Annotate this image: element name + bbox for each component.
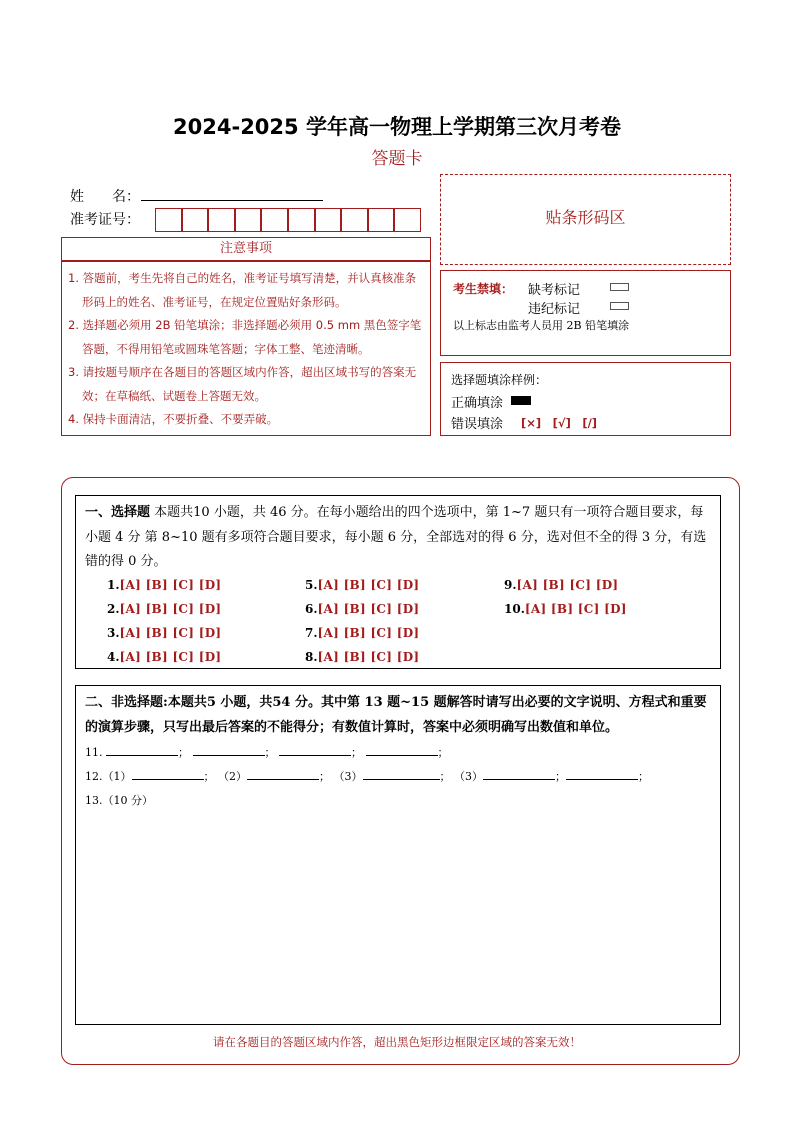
question-8[interactable]: 8.[A] [B] [C] [D]: [305, 650, 420, 664]
absent-mark-label: 缺考标记: [528, 283, 581, 298]
question-13-label: 13.（10 分）: [85, 794, 153, 807]
answer-options[interactable]: [A] [B] [C] [D]: [317, 626, 420, 640]
notice-item: 4. 保持卡面清洁，不要折叠、不要弄破。: [68, 412, 279, 426]
notice-item: 3. 请按题号顺序在各题目的答题区域内作答，超出区域书写的答案无效；在草稿纸、试题卷上答题无效。: [68, 365, 417, 403]
name-field[interactable]: [141, 200, 323, 201]
section-2-instructions: [76, 686, 720, 740]
question-4[interactable]: 4.[A] [B] [C] [D]: [107, 650, 222, 664]
answer-blank[interactable]: [247, 779, 319, 780]
answer-options[interactable]: [A] [B] [C] [D]: [317, 650, 420, 664]
fill-sample-label: 选择题填涂样例：: [451, 373, 548, 387]
answer-options[interactable]: [A] [B] [C] [D]: [317, 602, 420, 616]
question-9[interactable]: 9.[A] [B] [C] [D]: [504, 578, 619, 592]
absent-mark-box[interactable]: [610, 283, 629, 291]
section-multiple-choice: [75, 495, 721, 669]
exam-id-digit-box[interactable]: [315, 208, 342, 232]
section-1-heading: 一、选择题: [85, 505, 151, 520]
answer-options[interactable]: [A] [B] [C] [D]: [317, 578, 420, 592]
question-10[interactable]: 10.[A] [B] [C] [D]: [504, 602, 627, 616]
question-7[interactable]: 7.[A] [B] [C] [D]: [305, 626, 420, 640]
answer-blank[interactable]: [106, 755, 178, 756]
name-label: 姓 名：: [70, 189, 140, 205]
examiner-only-label: 考生禁填：: [453, 282, 514, 296]
exam-id-digit-box[interactable]: [208, 208, 235, 232]
exam-id-digit-box[interactable]: [394, 208, 421, 232]
page-title: 2024-2025 学年高一物理上学期第三次月考卷: [173, 115, 621, 139]
exam-id-digit-box[interactable]: [155, 208, 182, 232]
question-5[interactable]: 5.[A] [B] [C] [D]: [305, 578, 420, 592]
question-1[interactable]: 1.[A] [B] [C] [D]: [107, 578, 222, 592]
answer-blank[interactable]: [279, 755, 351, 756]
exam-id-digit-box[interactable]: [261, 208, 288, 232]
fill-sample-box: [440, 362, 731, 436]
section-2-heading: 二、非选择题:: [85, 695, 168, 710]
exam-id-label: 准考证号：: [70, 212, 140, 228]
section-1-instructions: [76, 496, 720, 575]
correct-fill-label: 正确填涂: [451, 396, 504, 411]
answer-blank[interactable]: [132, 779, 204, 780]
notice-item: 1. 答题前，考生先将自己的姓名，准考证号填写清楚，并认真核准条形码上的姓名、准考证号，在规定位置贴好条形码。: [68, 271, 417, 309]
wrong-fill-label: 错误填涂: [451, 417, 504, 432]
exam-id-digit-box[interactable]: [368, 208, 395, 232]
exam-id-digit-box[interactable]: [182, 208, 209, 232]
section-1-text: 本题共10 小题，共 46 分。在每小题给出的四个选项中，第 1~7 题只有一项符合题目要求，每小题 4 分 第 8~10 题有多项符合题目要求，每小题 6 分，全部选对的得 6 分，选对但不全的得 3 分，有选错的得 0 分。: [85, 505, 707, 569]
section-2-text: 本题共5 小题，共54 分。其中第 13 题~15 题解答时请写出必要的文字说明、方程式和重要的演算步骤，只写出最后答案的不能得分；有数值计算时，答案中必须明确写出数值和单位。: [85, 695, 707, 735]
violation-mark-label: 违纪标记: [528, 302, 581, 317]
barcode-area: 贴条形码区: [440, 174, 731, 265]
question-13-answer-area[interactable]: [85, 812, 711, 1017]
examiner-note: 以上标志由监考人员用 2B 铅笔填涂: [453, 319, 630, 332]
exam-id-digit-box[interactable]: [341, 208, 368, 232]
question-11: 11. ； ； ； ；: [85, 746, 449, 759]
correct-fill-mark: [511, 396, 531, 405]
answer-blank[interactable]: [566, 779, 638, 780]
exam-id-digit-box[interactable]: [235, 208, 262, 232]
exam-id-digit-box[interactable]: [288, 208, 315, 232]
violation-mark-box[interactable]: [610, 302, 629, 310]
footer-warning: 请在各题目的答题区域内作答，超出黑色矩形边框限定区域的答案无效！: [213, 1035, 581, 1049]
question-12: 12.（1） ； （2） ； （3） ； （3） ； ；: [85, 770, 649, 783]
answer-blank[interactable]: [366, 755, 438, 756]
answer-blank[interactable]: [363, 779, 440, 780]
answer-options[interactable]: [A] [B] [C] [D]: [119, 602, 222, 616]
notice-heading: 注意事项: [61, 237, 431, 261]
answer-options[interactable]: [A] [B] [C] [D]: [119, 650, 222, 664]
page-subtitle: 答题卡: [371, 149, 423, 169]
answer-blank[interactable]: [483, 779, 555, 780]
answer-blank[interactable]: [193, 755, 265, 756]
answer-options[interactable]: [A] [B] [C] [D]: [119, 626, 222, 640]
wrong-fill-marks: [×] [√] [/]: [521, 416, 598, 430]
answer-options[interactable]: [A] [B] [C] [D]: [524, 602, 627, 616]
question-2[interactable]: 2.[A] [B] [C] [D]: [107, 602, 222, 616]
question-6[interactable]: 6.[A] [B] [C] [D]: [305, 602, 420, 616]
examiner-only-box: [440, 270, 731, 356]
section-free-response: [75, 685, 721, 1025]
notice-box: [61, 261, 431, 436]
answer-options[interactable]: [A] [B] [C] [D]: [516, 578, 619, 592]
answer-options[interactable]: [A] [B] [C] [D]: [119, 578, 222, 592]
question-3[interactable]: 3.[A] [B] [C] [D]: [107, 626, 222, 640]
notice-item: 2. 选择题必须用 2B 铅笔填涂；非选择题必须用 0.5 mm 黑色签字笔答题，不得用铅笔或圆珠笔答题；字体工整、笔迹清晰。: [68, 318, 422, 356]
